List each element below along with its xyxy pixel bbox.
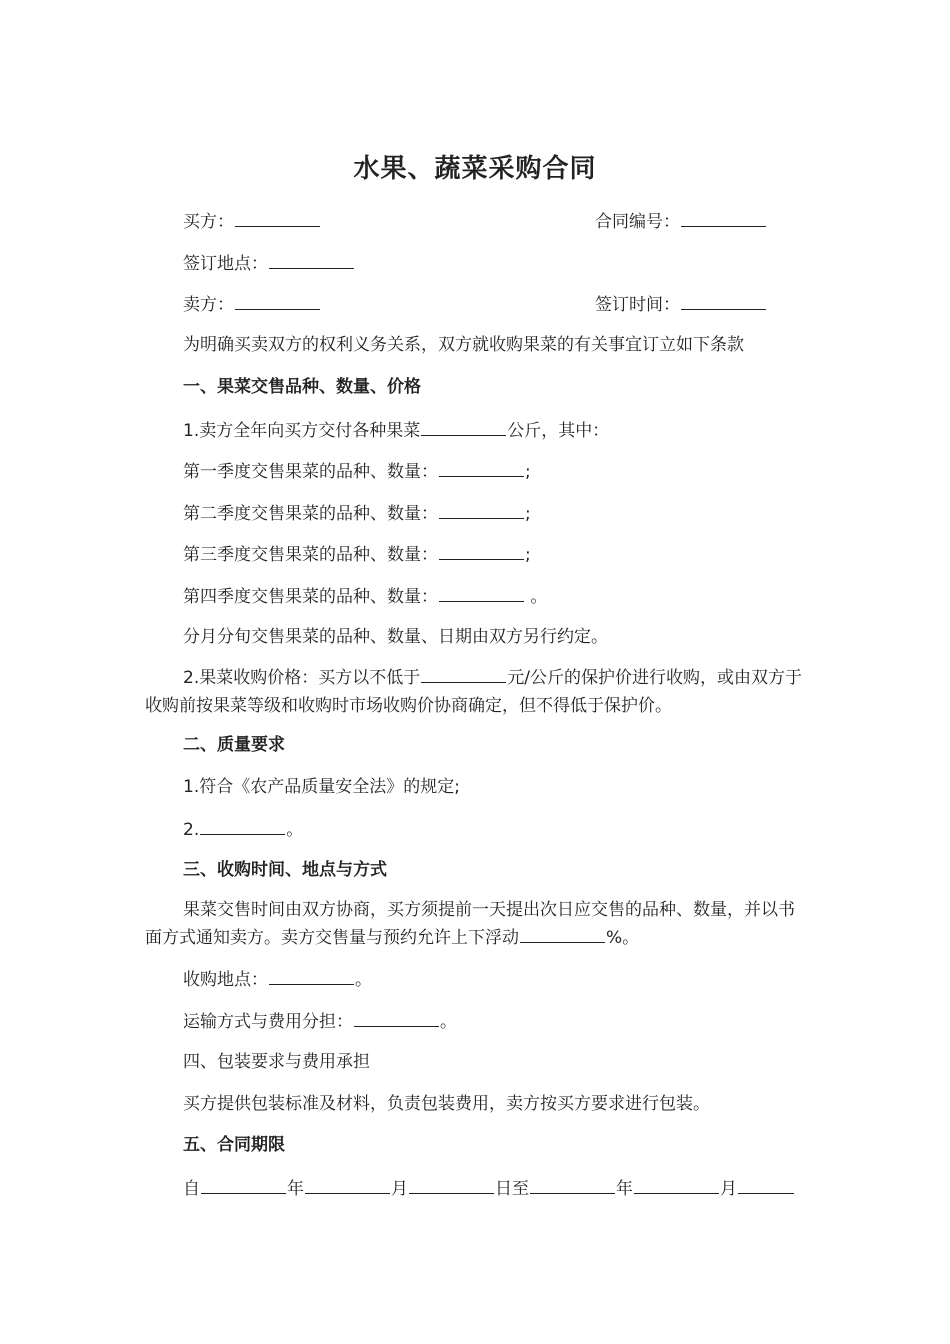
q3-label: 第三季度交售果菜的品种、数量： — [183, 545, 438, 565]
seller-row — [183, 291, 321, 317]
intro-text: 为明确买卖双方的权利义务关系，双方就收购果菜的有关事宜订立如下条款 — [183, 335, 744, 355]
place-label: 收购地点： — [183, 970, 268, 990]
section2-item2 — [183, 816, 303, 842]
transport-blank[interactable] — [354, 1008, 439, 1027]
total-weight-blank[interactable] — [421, 417, 506, 436]
contract-no-label: 合同编号： — [595, 212, 680, 232]
item1-text: 1.卖方全年向买方交付各种果菜 — [183, 421, 421, 441]
q4-blank[interactable] — [439, 583, 524, 602]
q1-end: ; — [525, 462, 531, 482]
term-month-2: 月 — [720, 1179, 737, 1199]
place-blank[interactable] — [269, 966, 354, 985]
q1-label: 第一季度交售果菜的品种、数量： — [183, 462, 438, 482]
sign-time-label: 签订时间： — [595, 295, 680, 315]
buyer-blank[interactable] — [235, 208, 320, 227]
section2-item2-end: 。 — [286, 820, 304, 840]
start-month-blank[interactable] — [305, 1175, 390, 1194]
start-year-blank[interactable] — [201, 1175, 286, 1194]
q4-row — [183, 583, 547, 609]
start-day-blank[interactable] — [409, 1175, 494, 1194]
place-end: 。 — [355, 970, 372, 990]
end-year-blank[interactable] — [530, 1175, 615, 1194]
section4-text: 买方提供包装标准及材料，负责包装费用，卖方按买方要求进行包装。 — [183, 1094, 710, 1114]
term-month-1: 月 — [391, 1179, 408, 1199]
page-title: 水果、蔬菜采购合同 — [353, 154, 597, 184]
transport-label: 运输方式与费用分担： — [183, 1012, 353, 1032]
term-year-1: 年 — [287, 1179, 304, 1199]
q3-blank[interactable] — [439, 541, 524, 560]
end-month-blank[interactable] — [634, 1175, 719, 1194]
section2-item2-label: 2. — [183, 820, 200, 840]
term-from: 自 — [183, 1179, 200, 1199]
end-day-blank[interactable] — [738, 1175, 794, 1194]
q3-end: ; — [525, 545, 531, 565]
float-blank[interactable] — [520, 924, 605, 943]
section3-heading: 三、收购时间、地点与方式 — [183, 860, 387, 880]
term-year-2: 年 — [616, 1179, 633, 1199]
section3-para — [145, 896, 810, 952]
transport-end: 。 — [440, 1012, 457, 1032]
q1-blank[interactable] — [439, 458, 524, 477]
sign-time-row — [595, 291, 767, 317]
q1-row — [183, 458, 531, 484]
section1-item2 — [145, 664, 810, 720]
term-day-to: 日至 — [495, 1179, 529, 1199]
section4-heading: 四、包装要求与费用承担 — [183, 1052, 370, 1072]
seller-blank[interactable] — [235, 291, 320, 310]
q3-row — [183, 541, 531, 567]
section3-suffix: %。 — [606, 928, 640, 948]
transport-row — [183, 1008, 457, 1034]
contract-no-row — [595, 208, 767, 234]
seller-label: 卖方： — [183, 295, 234, 315]
q2-blank[interactable] — [439, 500, 524, 519]
sign-place-label: 签订地点： — [183, 254, 268, 274]
term-row — [183, 1175, 795, 1201]
buyer-row — [183, 208, 321, 234]
section3-text: 果菜交售时间由双方协商，买方须提前一天提出次日应交售的品种、数量，并以书面方式通知卖方。卖方交售量与预约允许上下浮动 — [145, 900, 795, 948]
place-row — [183, 966, 372, 992]
price-blank[interactable] — [421, 664, 506, 683]
item1-suffix: 公斤，其中： — [507, 421, 610, 441]
buyer-label: 买方： — [183, 212, 234, 232]
monthly-text: 分月分旬交售果菜的品种、数量、日期由双方另行约定。 — [183, 627, 608, 647]
section5-heading: 五、合同期限 — [183, 1135, 285, 1155]
item2-text: 2.果菜收购价格：买方以不低于 — [183, 668, 421, 688]
section1-heading: 一、果菜交售品种、数量、价格 — [183, 377, 421, 397]
q4-label: 第四季度交售果菜的品种、数量： — [183, 587, 438, 607]
contract-no-blank[interactable] — [681, 208, 766, 227]
q2-row — [183, 500, 531, 526]
q2-end: ; — [525, 504, 531, 524]
quality-blank[interactable] — [200, 816, 285, 835]
q4-end: 。 — [525, 587, 548, 607]
sign-time-blank[interactable] — [681, 291, 766, 310]
section2-heading: 二、质量要求 — [183, 735, 285, 755]
sign-place-blank[interactable] — [269, 250, 354, 269]
section1-item1 — [183, 417, 609, 443]
item2-suffix: 元/公斤的保护价进行收购，或由双方于收购前按果菜等级和收购时市场收购价协商确定，但不得低于保护价。 — [145, 668, 802, 716]
sign-place-row — [183, 250, 355, 276]
section2-item1: 1.符合《农产品质量安全法》的规定; — [183, 777, 460, 797]
q2-label: 第二季度交售果菜的品种、数量： — [183, 504, 438, 524]
